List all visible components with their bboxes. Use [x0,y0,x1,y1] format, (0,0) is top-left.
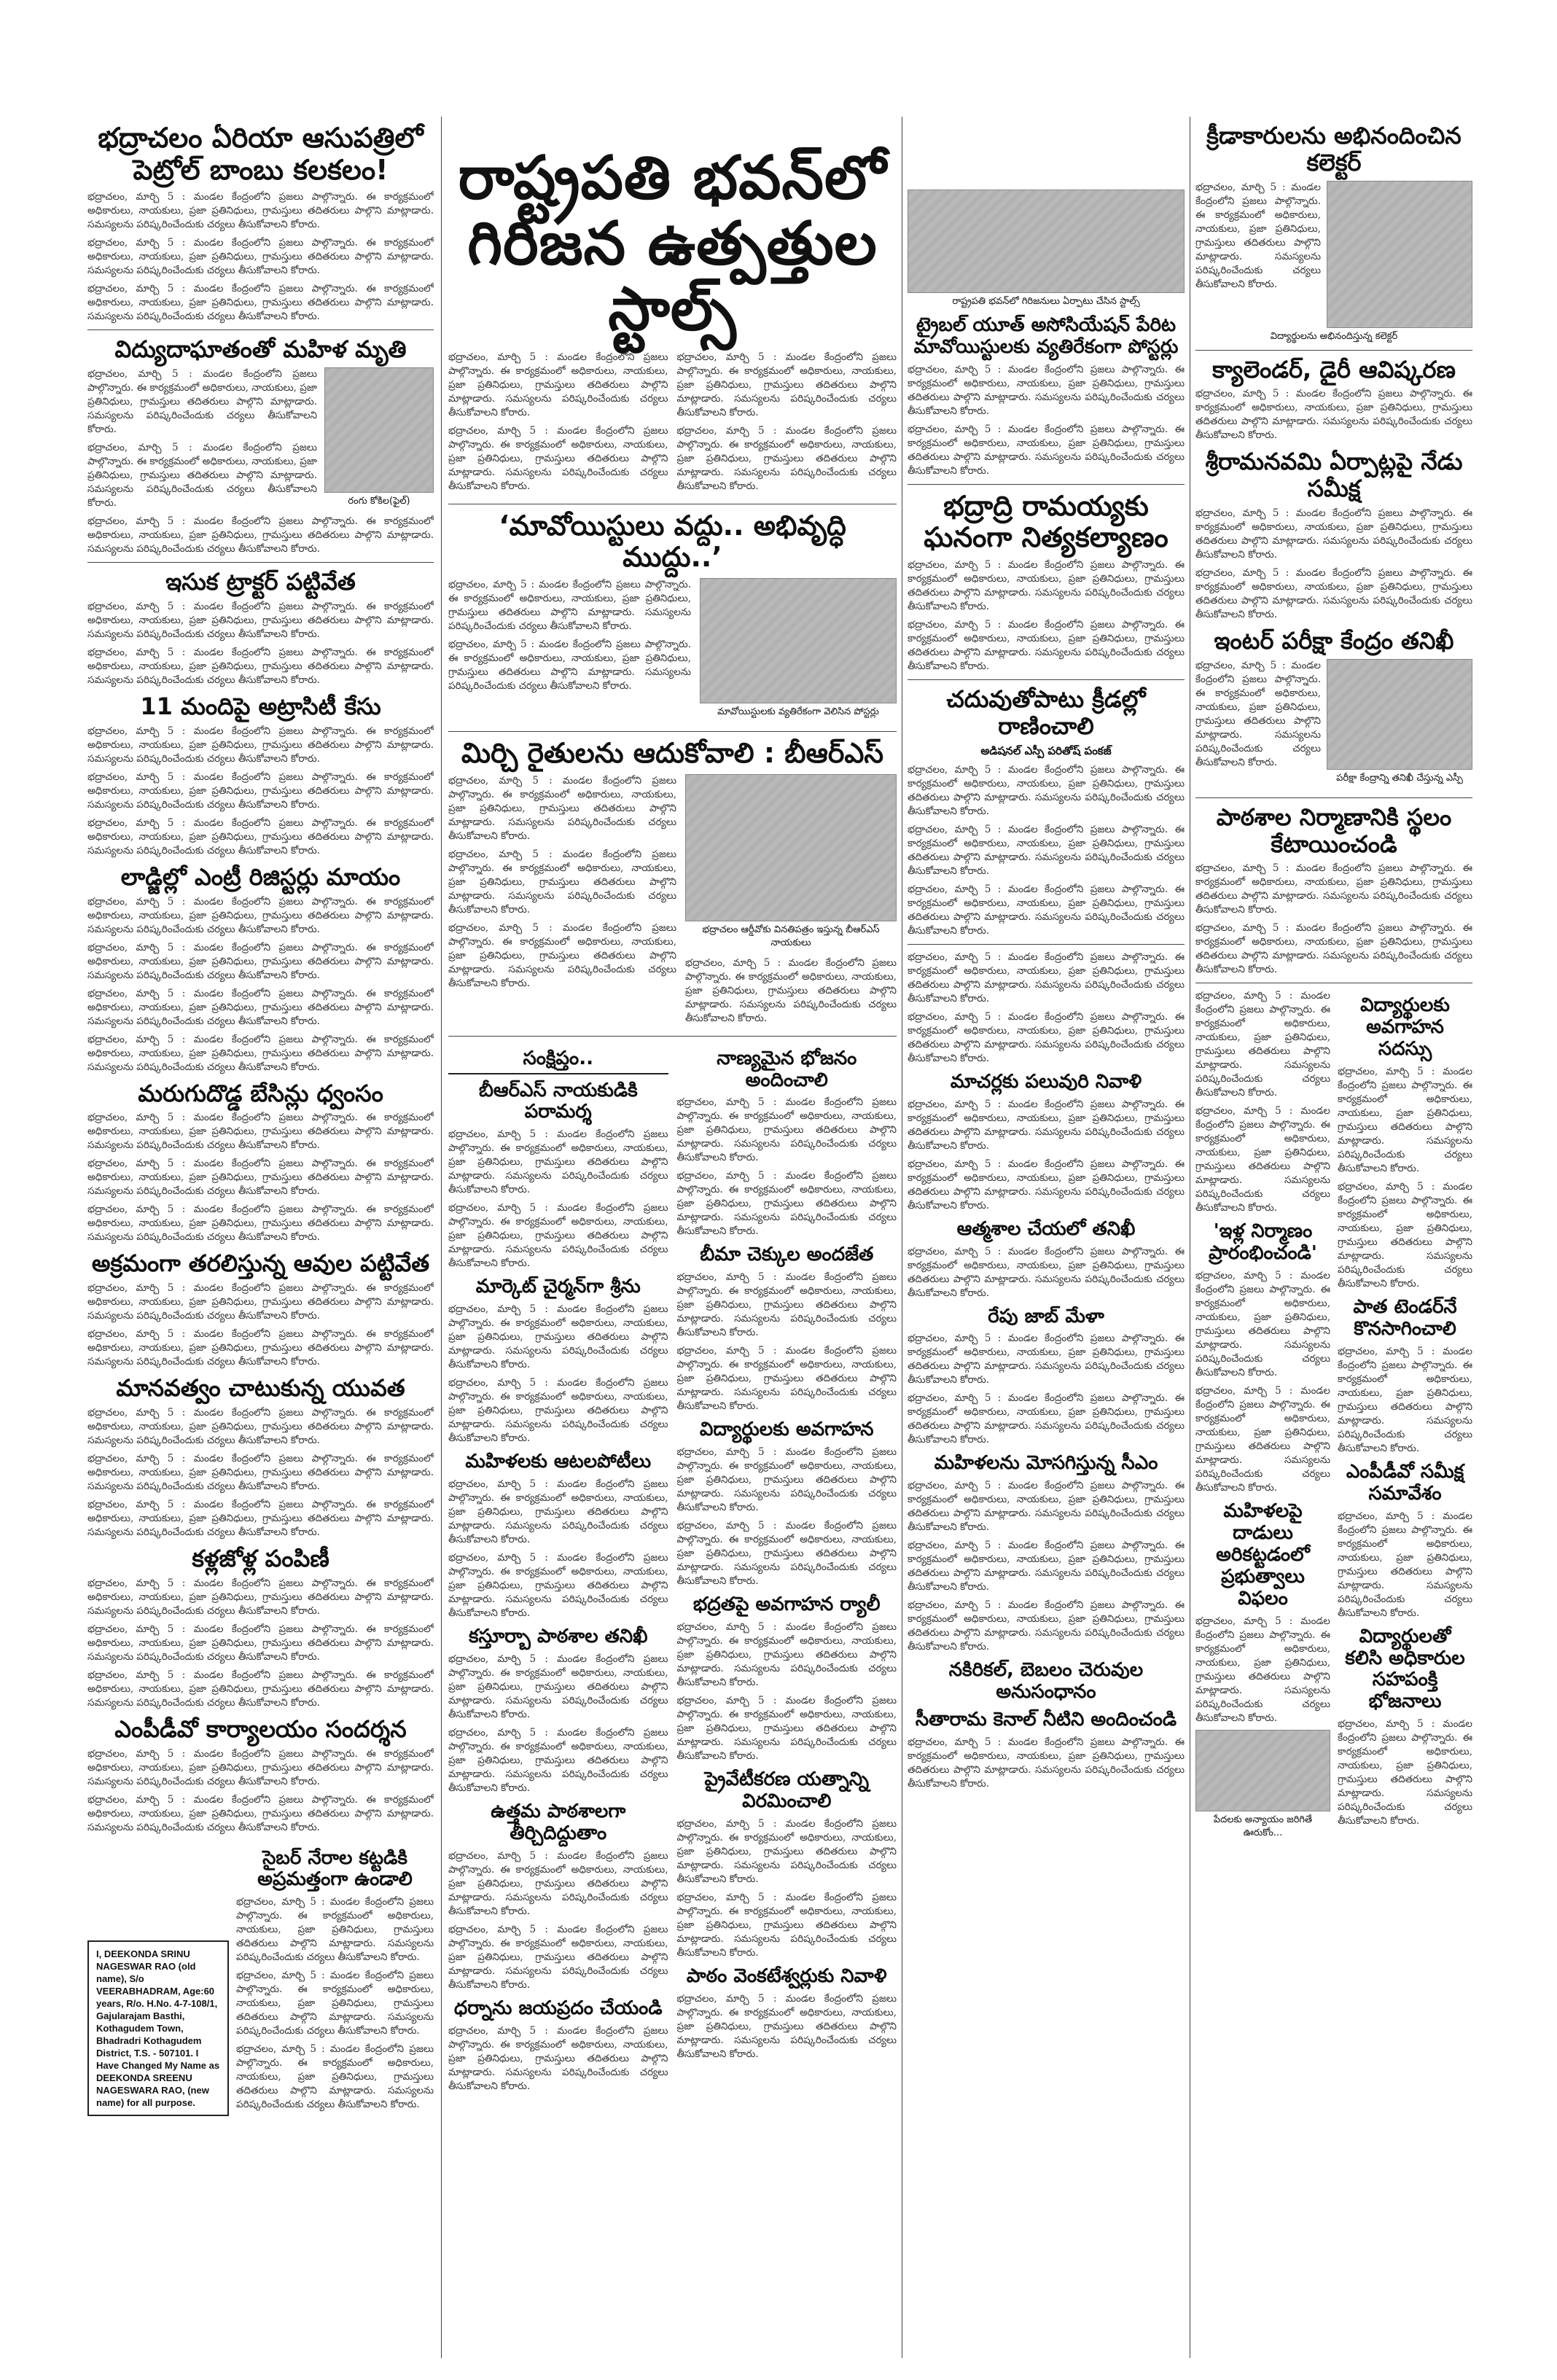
story-body: భద్రాచలం, మార్చి 5 : మండల కేంద్రంలోని ప్రజలు పాల్గొన్నారు. ఈ కార్యక్రమంలో అధికారులు, నాయకులు, ప్రజా ప్రతినిధులు, గ్రామస్తులు తదితరులు పాల్గొని మాట్లాడారు. సమస్యలను పరిష్కరించేందుకు చర్యలు తీసుకోవాలని కోరారు. [448,1849,668,1917]
section-title: సంక్షిప్తం.. [448,1048,668,1074]
divider [908,944,1185,945]
story-title: సీతారామ కెనాల్ నీటిని అందించండి [915,1709,1177,1731]
story-title: రేపు జాబ్ మేళా [988,1305,1104,1327]
story-body: భద్రాచలం, మార్చి 5 : మండల కేంద్రంలోని ప్రజలు పాల్గొన్నారు. ఈ కార్యక్రమంలో అధికారులు, నాయకులు, ప్రజా ప్రతినిధులు, గ్రామస్తులు తదితరులు పాల్గొని మాట్లాడారు. సమస్యలను పరిష్కరించేందుకు చర్యలు తీసుకోవాలని కోరారు. [448,1303,668,1371]
story-body: భద్రాచలం, మార్చి 5 : మండల కేంద్రంలోని ప్రజలు పాల్గొన్నారు. ఈ కార్యక్రమంలో అధికారులు, నాయకులు, ప్రజా ప్రతినిధులు, గ్రామస్తులు తదితరులు పాల్గొని మాట్లాడారు. సమస్యలను పరిష్కరించేందుకు చర్యలు తీసుకోవాలని కోరారు. [1195,566,1472,620]
story-title: విద్యార్థులతో కలిసి అధికారుల సహపంక్తి భోజనాలు [1345,1625,1465,1713]
story-body: భద్రాచలం, మార్చి 5 : మండల కేంద్రంలోని ప్రజలు పాల్గొన్నారు. ఈ కార్యక్రమంలో అధికారులు, నాయకులు, ప్రజా ప్రతినిధులు, గ్రామస్తులు తదితరులు పాల్గొని మాట్లాడారు. సమస్యలను పరిష్కరించేందుకు చర్యలు తీసుకోవాలని కోరారు. [87,1203,434,1244]
photo-caption: రాష్ట్రపతి భవన్‌లో గిరిజనులు ఏర్పాటు చేసిన స్టాల్స్ [952,296,1140,307]
story-body: భద్రాచలం, మార్చి 5 : మండల కేంద్రంలోని ప్రజలు పాల్గొన్నారు. ఈ కార్యక్రమంలో అధికారులు, నాయకులు, ప్రజా ప్రతినిధులు, గ్రామస్తులు తదితరులు పాల్గొని మాట్లాడారు. సమస్యలను పరిష్కరించేందుకు చర్యలు తీసుకోవాలని కోరారు. [685,956,897,1024]
news-photo [700,578,897,703]
story-body: భద్రాచలం, మార్చి 5 : మండల కేంద్రంలోని ప్రజలు పాల్గొన్నారు. ఈ కార్యక్రమంలో అధికారులు, నాయకులు, ప్రజా ప్రతినిధులు, గ్రామస్తులు తదితరులు పాల్గొని మాట్లాడారు. సమస్యలను పరిష్కరించేందుకు చర్యలు తీసుకోవాలని కోరారు. [87,987,434,1027]
page-frame [87,117,1472,2358]
story-title: ఎంపీడీవో సమీక్ష సమావేశం [1346,1460,1464,1505]
story-body: భద్రాచలం, మార్చి 5 : మండల కేంద్రంలోని ప్రజలు పాల్గొన్నారు. ఈ కార్యక్రమంలో అధికారులు, నాయకులు, ప్రజా ప్రతినిధులు, గ్రామస్తులు తదితరులు పాల్గొని మాట్లాడారు. సమస్యలను పరిష్కరించేందుకు చర్యలు తీసుకోవాలని కోరారు. [236,1970,434,2037]
story-body: భద్రాచలం, మార్చి 5 : మండల కేంద్రంలోని ప్రజలు పాల్గొన్నారు. ఈ కార్యక్రమంలో అధికారులు, నాయకులు, ప్రజా ప్రతినిధులు, గ్రామస్తులు తదితరులు పాల్గొని మాట్లాడారు. సమస్యలను పరిష్కరించేందుకు చర్యలు తీసుకోవాలని కోరారు. [448,1478,668,1546]
story-body: భద్రాచలం, మార్చి 5 : మండల కేంద్రంలోని ప్రజలు పాల్గొన్నారు. ఈ కార్యక్రమంలో అధికారులు, నాయకులు, ప్రజా ప్రతినిధులు, గ్రామస్తులు తదితరులు పాల్గొని మాట్లాడారు. సమస్యలను పరిష్కరించేందుకు చర్యలు తీసుకోవాలని కోరారు. [908,823,1185,877]
story-body: భద్రాచలం, మార్చి 5 : మండల కేంద్రంలోని ప్రజలు పాల్గొన్నారు. ఈ కార్యక్రమంలో అధికారులు, నాయకులు, ప్రజా ప్రతినిధులు, గ్రామస్తులు తదితరులు పాల్గొని మాట్లాడారు. సమస్యలను పరిష్కరించేందుకు చర్యలు తీసుకోవాలని కోరారు. [908,1480,1185,1534]
story-title: బీమా చెక్కుల అందజేత [700,1244,874,1266]
story-body: భద్రాచలం, మార్చి 5 : మండల కేంద్రంలోని ప్రజలు పాల్గొన్నారు. ఈ కార్యక్రమంలో అధికారులు, నాయకులు, ప్రజా ప్రతినిధులు, గ్రామస్తులు తదితరులు పాల్గొని మాట్లాడారు. సమస్యలను పరిష్కరించేందుకు చర్యలు తీసుకోవాలని కోరారు. [1338,1066,1472,1175]
divider [1195,350,1472,351]
story-title: భద్రాచలం ఏరియా ఆసుపత్రిలో పెట్రోల్ బాంబు కలకలం! [98,122,424,186]
story-with-photo [87,367,434,515]
story-title: కళ్లజోళ్ల పంపిణీ [192,1544,329,1572]
story-body: భద్రాచలం, మార్చి 5 : మండల కేంద్రంలోని ప్రజలు పాల్గొన్నారు. ఈ కార్యక్రమంలో అధికారులు, నాయకులు, ప్రజా ప్రతినిధులు, గ్రామస్తులు తదితరులు పాల్గొని మాట్లాడారు. సమస్యలను పరిష్కరించేందుకు చర్యలు తీసుకోవాలని కోరారు. [676,424,897,492]
story-body: భద్రాచలం, మార్చి 5 : మండల కేంద్రంలోని ప్రజలు పాల్గొన్నారు. ఈ కార్యక్రమంలో అధికారులు, నాయకులు, ప్రజా ప్రతినిధులు, గ్రామస్తులు తదితరులు పాల్గొని మాట్లాడారు. సమస్యలను పరిష్కరించేందుకు చర్యలు తీసుకోవాలని కోరారు. [87,725,434,765]
story-body: భద్రాచలం, మార్చి 5 : మండల కేంద్రంలోని ప్రజలు పాల్గొన్నారు. ఈ కార్యక్రమంలో అధికారులు, నాయకులు, ప్రజా ప్రతినిధులు, గ్రామస్తులు తదితరులు పాల్గొని మాట్లాడారు. సమస్యలను పరిష్కరించేందుకు చర్యలు తీసుకోవాలని కోరారు. [1338,1718,1472,1827]
story-title: పాఠశాల నిర్మాణానికి స్థలం కేటాయించండి [1216,803,1452,858]
story-byline: అడిషనల్ ఎస్పీ పరితోష్ పంకజ్ [980,744,1112,757]
story-title: మహిళలకు ఆటలపోటీలు [465,1451,652,1473]
story-body: భద్రాచలం, మార్చి 5 : మండల కేంద్రంలోని ప్రజలు పాల్గొన్నారు. ఈ కార్యక్రమంలో అధికారులు, నాయకులు, ప్రజా ప్రతినిధులు, గ్రామస్తులు తదితరులు పాల్గొని మాట్లాడారు. సమస్యలను పరిష్కరించేందుకు చర్యలు తీసుకోవాలని కోరారు. [1195,507,1472,561]
story-body: భద్రాచలం, మార్చి 5 : మండల కేంద్రంలోని ప్రజలు పాల్గొన్నారు. ఈ కార్యక్రమంలో అధికారులు, నాయకులు, ప్రజా ప్రతినిధులు, గ్రామస్తులు తదితరులు పాల్గొని మాట్లాడారు. సమస్యలను పరిష్కరించేందుకు చర్యలు తీసుకోవాలని కోరారు. [448,1377,668,1445]
story-body: భద్రాచలం, మార్చి 5 : మండల కేంద్రంలోని ప్రజలు పాల్గొన్నారు. ఈ కార్యక్రమంలో అధికారులు, నాయకులు, ప్రజా ప్రతినిధులు, గ్రామస్తులు తదితరులు పాల్గొని మాట్లాడారు. సమస్యలను పరిష్కరించేందుకు చర్యలు తీసుకోవాలని కోరారు. [908,1158,1185,1212]
story-body: భద్రాచలం, మార్చి 5 : మండల కేంద్రంలోని ప్రజలు పాల్గొన్నారు. ఈ కార్యక్రమంలో అధికారులు, నాయకులు, ప్రజా ప్రతినిధులు, గ్రామస్తులు తదితరులు పాల్గొని మాట్లాడారు. సమస్యలను పరిష్కరించేందుకు చర్యలు తీసుకోవాలని కోరారు. [448,1552,668,1620]
story-title: నకిరికల్, బెబలం చెరువుల అనుసంధానం [948,1659,1144,1704]
story-body: భద్రాచలం, మార్చి 5 : మండల కేంద్రంలోని ప్రజలు పాల్గొన్నారు. ఈ కార్యక్రమంలో అధికారులు, నాయకులు, ప్రజా ప్రతినిధులు, గ్రామస్తులు తదితరులు పాల్గొని మాట్లాడారు. సమస్యలను పరిష్కరించేందుకు చర్యలు తీసుకోవాలని కోరారు. [87,1747,434,1787]
story-body: భద్రాచలం, మార్చి 5 : మండల కేంద్రంలోని ప్రజలు పాల్గొన్నారు. ఈ కార్యక్రమంలో అధికారులు, నాయకులు, ప్రజా ప్రతినిధులు, గ్రామస్తులు తదితరులు పాల్గొని మాట్లాడారు. సమస్యలను పరిష్కరించేందుకు చర్యలు తీసుకోవాలని కోరారు. [87,1158,434,1198]
story-body: భద్రాచలం, మార్చి 5 : మండల కేంద్రంలోని ప్రజలు పాల్గొన్నారు. ఈ కార్యక్రమంలో అధికారులు, నాయకులు, ప్రజా ప్రతినిధులు, గ్రామస్తులు తదితరులు పాల్గొని మాట్లాడారు. సమస్యలను పరిష్కరించేందుకు చర్యలు తీసుకోవాలని కోరారు. [1195,862,1472,916]
news-photo [1195,1730,1330,1811]
news-photo [908,190,1185,293]
story-body: భద్రాచలం, మార్చి 5 : మండల కేంద్రంలోని ప్రజలు పాల్గొన్నారు. ఈ కార్యక్రమంలో అధికారులు, నాయకులు, ప్రజా ప్రతినిధులు, గ్రామస్తులు తదితరులు పాల్గొని మాట్లాడారు. సమస్యలను పరిష్కరించేందుకు చర్యలు తీసుకోవాలని కోరారు. [448,1726,668,1794]
story-body: భద్రాచలం, మార్చి 5 : మండల కేంద్రంలోని ప్రజలు పాల్గొన్నారు. ఈ కార్యక్రమంలో అధికారులు, నాయకులు, ప్రజా ప్రతినిధులు, గ్రామస్తులు తదితరులు పాల్గొని మాట్లాడారు. సమస్యలను పరిష్కరించేందుకు చర్యలు తీసుకోవాలని కోరారు. [236,2043,434,2111]
story-body: భద్రాచలం, మార్చి 5 : మండల కేంద్రంలోని ప్రజలు పాల్గొన్నారు. ఈ కార్యక్రమంలో అధికారులు, నాయకులు, ప్రజా ప్రతినిధులు, గ్రామస్తులు తదితరులు పాల్గొని మాట్లాడారు. సమస్యలను పరిష్కరించేందుకు చర్యలు తీసుకోవాలని కోరారు. [676,1817,897,1885]
story-body: భద్రాచలం, మార్చి 5 : మండల కేంద్రంలోని ప్రజలు పాల్గొన్నారు. ఈ కార్యక్రమంలో అధికారులు, నాయకులు, ప్రజా ప్రతినిధులు, గ్రామస్తులు తదితరులు పాల్గొని మాట్లాడారు. సమస్యలను పరిష్కరించేందుకు చర్యలు తీసుకోవాలని కోరారు. [448,424,668,492]
story-body: భద్రాచలం, మార్చి 5 : మండల కేంద్రంలోని ప్రజలు పాల్గొన్నారు. ఈ కార్యక్రమంలో అధికారులు, నాయకులు, ప్రజా ప్రతినిధులు, గ్రామస్తులు తదితరులు పాల్గొని మాట్లాడారు. సమస్యలను పరిష్కరించేందుకు చర్యలు తీసుకోవాలని కోరారు. [87,646,434,686]
story-title: ఎంపీడీవో కార్యాలయం సందర్శన [114,1714,407,1743]
story-body: భద్రాచలం, మార్చి 5 : మండల కేంద్రంలోని ప్రజలు పాల్గొన్నారు. ఈ కార్యక్రమంలో అధికారులు, నాయకులు, ప్రజా ప్రతినిధులు, గ్రామస్తులు తదితరులు పాల్గొని మాట్లాడారు. సమస్యలను పరిష్కరించేందుకు చర్యలు తీసుకోవాలని కోరారు. [87,1498,434,1538]
divider [908,484,1185,485]
story-body: భద్రాచలం, మార్చి 5 : మండల కేంద్రంలోని ప్రజలు పాల్గొన్నారు. ఈ కార్యక్రమంలో అధికారులు, నాయకులు, ప్రజా ప్రతినిధులు, గ్రామస్తులు తదితరులు పాల్గొని మాట్లాడారు. సమస్యలను పరిష్కరించేందుకు చర్యలు తీసుకోవాలని కోరారు. [448,578,691,632]
photo-caption: పేదలకు అన్యాయం జరిగితే ఊరుకోం... [1213,1814,1313,1838]
story-body: భద్రాచలం, మార్చి 5 : మండల కేంద్రంలోని ప్రజలు పాల్గొన్నారు. ఈ కార్యక్రమంలో అధికారులు, నాయకులు, ప్రజా ప్రతినిధులు, గ్రామస్తులు తదితరులు పాల్గొని మాట్లాడారు. సమస్యలను పరిష్కరించేందుకు చర్యలు తీసుకోవాలని కోరారు. [87,1328,434,1368]
column-4 [1195,117,1472,2358]
story-body: భద్రాచలం, మార్చి 5 : మండల కేంద్రంలోని ప్రజలు పాల్గొన్నారు. ఈ కార్యక్రమంలో అధికారులు, నాయకులు, ప్రజా ప్రతినిధులు, గ్రామస్తులు తదితరులు పాల్గొని మాట్లాడారు. సమస్యలను పరిష్కరించేందుకు చర్యలు తీసుకోవాలని కోరారు. [908,1392,1185,1446]
divider [87,562,434,563]
story-title: మానవత్వం చాటుకున్న యువత [116,1374,405,1402]
story-body: భద్రాచలం, మార్చి 5 : మండల కేంద్రంలోని ప్రజలు పాల్గొన్నారు. ఈ కార్యక్రమంలో అధికారులు, నాయకులు, ప్రజా ప్రతినిధులు, గ్రామస్తులు తదితరులు పాల్గొని మాట్లాడారు. సమస్యలను పరిష్కరించేందుకు చర్యలు తీసుకోవాలని కోరారు. [1338,1181,1472,1290]
story-title: బీఆర్ఎస్ నాయకుడికి పరామర్శ [478,1079,638,1123]
story-title: ఇంటర్ పరీక్షా కేంద్రం తనిఖీ [1214,626,1454,655]
story-body: భద్రాచలం, మార్చి 5 : మండల కేంద్రంలోని ప్రజలు పాల్గొన్నారు. ఈ కార్యక్రమంలో అధికారులు, నాయకులు, ప్రజా ప్రతినిధులు, గ్రామస్తులు తదితరులు పాల్గొని మాట్లాడారు. సమస్యలను పరిష్కరించేందుకు చర్యలు తీసుకోవాలని కోరారు. [908,951,1185,1004]
story-with-photo [1195,181,1472,328]
story-title: 'ఇళ్ల నిర్మాణం ప్రారంభించండి' [1209,1220,1317,1265]
story-title: విద్యుదాఘాతంతో మహిళ మృతి [114,335,407,364]
story-subhead: ట్రైబల్ యూత్ అసోసియేషన్ పేరిట మావోయిస్టులకు వ్యతిరేకంగా పోస్టర్లు [913,314,1179,358]
story-body: భద్రాచలం, మార్చి 5 : మండల కేంద్రంలోని ప్రజలు పాల్గొన్నారు. ఈ కార్యక్రమంలో అధికారులు, నాయకులు, ప్రజా ప్రతినిధులు, గ్రామస్తులు తదితరులు పాల్గొని మాట్లాడారు. సమస్యలను పరిష్కరించేందుకు చర్యలు తీసుకోవాలని కోరారు. [87,283,434,323]
story-body: భద్రాచలం, మార్చి 5 : మండల కేంద్రంలోని ప్రజలు పాల్గొన్నారు. ఈ కార్యక్రమంలో అధికారులు, నాయకులు, ప్రజా ప్రతినిధులు, గ్రామస్తులు తదితరులు పాల్గొని మాట్లాడారు. సమస్యలను పరిష్కరించేందుకు చర్యలు తీసుకోవాలని కోరారు. [87,770,434,811]
story-body: భద్రాచలం, మార్చి 5 : మండల కేంద్రంలోని ప్రజలు పాల్గొన్నారు. ఈ కార్యక్రమంలో అధికారులు, నాయకులు, ప్రజా ప్రతినిధులు, గ్రామస్తులు తదితరులు పాల్గొని మాట్లాడారు. సమస్యలను పరిష్కరించేందుకు చర్యలు తీసుకోవాలని కోరారు. [87,1112,434,1152]
story-body: భద్రాచలం, మార్చి 5 : మండల కేంద్రంలోని ప్రజలు పాల్గొన్నారు. ఈ కార్యక్రమంలో అధికారులు, నాయకులు, ప్రజా ప్రతినిధులు, గ్రామస్తులు తదితరులు పాల్గొని మాట్లాడారు. సమస్యలను పరిష్కరించేందుకు చర్యలు తీసుకోవాలని కోరారు. [676,1621,897,1689]
story-body: భద్రాచలం, మార్చి 5 : మండల కేంద్రంలోని ప్రజలు పాల్గొన్నారు. ఈ కార్యక్రమంలో అధికారులు, నాయకులు, ప్రజా ప్రతినిధులు, గ్రామస్తులు తదితరులు పాల్గొని మాట్లాడారు. సమస్యలను పరిష్కరించేందుకు చర్యలు తీసుకోవాలని కోరారు. [908,423,1185,477]
story-body: భద్రాచలం, మార్చి 5 : మండల కేంద్రంలోని ప్రజలు పాల్గొన్నారు. ఈ కార్యక్రమంలో అధికారులు, నాయకులు, ప్రజా ప్రతినిధులు, గ్రామస్తులు తదితరులు పాల్గొని మాట్లాడారు. సమస్యలను పరిష్కరించేందుకు చర్యలు తీసుకోవాలని కోరారు. [87,1452,434,1492]
column-rule [441,117,442,2358]
mirchi-story [448,774,897,1030]
story-title: 11 మందిపై అట్రాసిటీ కేసు [140,692,381,720]
story-body: భద్రాచలం, మార్చి 5 : మండల కేంద్రంలోని ప్రజలు పాల్గొన్నారు. ఈ కార్యక్రమంలో అధికారులు, నాయకులు, ప్రజా ప్రతినిధులు, గ్రామస్తులు తదితరులు పాల్గొని మాట్లాడారు. సమస్యలను పరిష్కరించేందుకు చర్యలు తీసుకోవాలని కోరారు. [87,600,434,640]
story-title: మహిళలను మోసగిస్తున్న సీఎం [934,1452,1158,1475]
story-title: మిర్చి రైతులను ఆదుకోవాలి : బీఆర్ఎస్ [461,736,884,769]
story-body: భద్రాచలం, మార్చి 5 : మండల కేంద్రంలోని ప్రజలు పాల్గొన్నారు. ఈ కార్యక్రమంలో అధికారులు, నాయకులు, ప్రజా ప్రతినిధులు, గ్రామస్తులు తదితరులు పాల్గొని మాట్లాడారు. సమస్యలను పరిష్కరించేందుకు చర్యలు తీసుకోవాలని కోరారు. [676,1170,897,1238]
story-body: భద్రాచలం, మార్చి 5 : మండల కేంద్రంలోని ప్రజలు పాల్గొన్నారు. ఈ కార్యక్రమంలో అధికారులు, నాయకులు, ప్రజా ప్రతినిధులు, గ్రామస్తులు తదితరులు పాల్గొని మాట్లాడారు. సమస్యలను పరిష్కరించేందుకు చర్యలు తీసుకోవాలని కోరారు. [1195,922,1472,976]
story-body: భద్రాచలం, మార్చి 5 : మండల కేంద్రంలోని ప్రజలు పాల్గొన్నారు. ఈ కార్యక్రమంలో అధికారులు, నాయకులు, ప్రజా ప్రతినిధులు, గ్రామస్తులు తదితరులు పాల్గొని మాట్లాడారు. సమస్యలను పరిష్కరించేందుకు చర్యలు తీసుకోవాలని కోరారు. [448,638,691,692]
story-title: మరుగుదొడ్డ బేసిన్లు ధ్వంసం [138,1079,383,1107]
story-title: క్రీడాకారులను అభినందించిన కలెక్టర్ [1206,122,1462,176]
story-body: భద్రాచలం, మార్చి 5 : మండల కేంద్రంలోని ప్రజలు పాల్గొన్నారు. ఈ కార్యక్రమంలో అధికారులు, నాయకులు, ప్రజా ప్రతినిధులు, గ్రామస్తులు తదితరులు పాల్గొని మాట్లాడారు. సమస్యలను పరిష్కరించేందుకు చర్యలు తీసుకోవాలని కోరారు. [676,1520,897,1588]
story-body: భద్రాచలం, మార్చి 5 : మండల కేంద్రంలోని ప్రజలు పాల్గొన్నారు. ఈ కార్యక్రమంలో అధికారులు, నాయకులు, ప్రజా ప్రతినిధులు, గ్రామస్తులు తదితరులు పాల్గొని మాట్లాడారు. సమస్యలను పరిష్కరించేందుకు చర్యలు తీసుకోవాలని కోరారు. [448,774,676,842]
story-title: కస్తూర్బా పాఠశాల తనిఖీ [469,1626,648,1648]
story-title: ఆత్మశాల చేయలో తనిఖీ [956,1217,1136,1240]
story-body: భద్రాచలం, మార్చి 5 : మండల కేంద్రంలోని ప్రజలు పాల్గొన్నారు. ఈ కార్యక్రమంలో అధికారులు, నాయకులు, ప్రజా ప్రతినిధులు, గ్రామస్తులు తదితరులు పాల్గొని మాట్లాడారు. సమస్యలను పరిష్కరించేందుకు చర్యలు తీసుకోవాలని కోరారు. [87,515,434,555]
story-body: భద్రాచలం, మార్చి 5 : మండల కేంద్రంలోని ప్రజలు పాల్గొన్నారు. ఈ కార్యక్రమంలో అధికారులు, నాయకులు, ప్రజా ప్రతినిధులు, గ్రామస్తులు తదితరులు పాల్గొని మాట్లాడారు. సమస్యలను పరిష్కరించేందుకు చర్యలు తీసుకోవాలని కోరారు. [908,1245,1185,1299]
briefs-grid [448,1042,897,2098]
story-body: భద్రాచలం, మార్చి 5 : మండల కేంద్రంలోని ప్రజలు పాల్గొన్నారు. ఈ కార్యక్రమంలో అధికారులు, నాయకులు, ప్రజా ప్రతినిధులు, గ్రామస్తులు తదితరులు పాల్గొని మాట్లాడారు. సమస్యలను పరిష్కరించేందుకు చర్యలు తీసుకోవాలని కోరారు. [448,351,668,418]
notice-text: I, DEEKONDA SRINU NAGESWAR RAO (old name), S/o VEERABHADRAM, Age:60 years, R/o. H.No. 4-7-108/1, Gajularajam Basthi, Kothagudem Town, Bhadradri Kothagudem District, T.S. - 507101. I Have Changed My Name as DEEKONDA SREENU NAGESWARA RAO, (new name) for all purpose. [96,1948,220,2109]
story-body: భద్రాచలం, మార్చి 5 : మండల కేంద్రంలోని ప్రజలు పాల్గొన్నారు. ఈ కార్యక్రమంలో అధికారులు, నాయకులు, ప్రజా ప్రతినిధులు, గ్రామస్తులు తదితరులు పాల్గొని మాట్లాడారు. సమస్యలను పరిష్కరించేందుకు చర్యలు తీసుకోవాలని కోరారు. [87,1793,434,1833]
bottom-row [87,1842,434,2117]
story-body: భద్రాచలం, మార్చి 5 : మండల కేంద్రంలోని ప్రజలు పాల్గొన్నారు. ఈ కార్యక్రమంలో అధికారులు, నాయకులు, ప్రజా ప్రతినిధులు, గ్రామస్తులు తదితరులు పాల్గొని మాట్లాడారు. సమస్యలను పరిష్కరించేందుకు చర్యలు తీసుకోవాలని కోరారు. [676,1992,897,2060]
story-title: భద్రాద్రి రామయ్యకు ఘనంగా నిత్యకల్యాణం [924,489,1168,554]
story-body: భద్రాచలం, మార్చి 5 : మండల కేంద్రంలోని ప్రజలు పాల్గొన్నారు. ఈ కార్యక్రమంలో అధికారులు, నాయకులు, ప్రజా ప్రతినిధులు, గ్రామస్తులు తదితరులు పాల్గొని మాట్లాడారు. సమస్యలను పరిష్కరించేందుకు చర్యలు తీసుకోవాలని కోరారు. [676,1345,897,1413]
story-body: భద్రాచలం, మార్చి 5 : మండల కేంద్రంలోని ప్రజలు పాల్గొన్నారు. ఈ కార్యక్రమంలో అధికారులు, నాయకులు, ప్రజా ప్రతినిధులు, గ్రామస్తులు తదితరులు పాల్గొని మాట్లాడారు. సమస్యలను పరిష్కరించేందుకు చర్యలు తీసుకోవాలని కోరారు. [676,1695,897,1763]
story-title: ధర్నాను జయప్రదం చేయండి [453,1997,663,2019]
column-2 [448,117,897,2358]
story-body: భద్రాచలం, మార్చి 5 : మండల కేంద్రంలోని ప్రజలు పాల్గొన్నారు. ఈ కార్యక్రమంలో అధికారులు, నాయకులు, ప్రజా ప్రతినిధులు, గ్రామస్తులు తదితరులు పాల్గొని మాట్లాడారు. సమస్యలను పరిష్కరించేందుకు చర్యలు తీసుకోవాలని కోరారు. [448,1202,668,1270]
story-body: భద్రాచలం, మార్చి 5 : మండల కేంద్రంలోని ప్రజలు పాల్గొన్నారు. ఈ కార్యక్రమంలో అధికారులు, నాయకులు, ప్రజా ప్రతినిధులు, గ్రామస్తులు తదితరులు పాల్గొని మాట్లాడారు. సమస్యలను పరిష్కరించేందుకు చర్యలు తీసుకోవాలని కోరారు. [448,2024,668,2092]
story-body: భద్రాచలం, మార్చి 5 : మండల కేంద్రంలోని ప్రజలు పాల్గొన్నారు. ఈ కార్యక్రమంలో అధికారులు, నాయకులు, ప్రజా ప్రతినిధులు, గ్రామస్తులు తదితరులు పాల్గొని మాట్లాడారు. సమస్యలను పరిష్కరించేందుకు చర్యలు తీసుకోవాలని కోరారు. [448,1653,668,1720]
two-col-briefs [1195,989,1472,1846]
story-body: భద్రాచలం, మార్చి 5 : మండల కేంద్రంలోని ప్రజలు పాల్గొన్నారు. ఈ కార్యక్రమంలో అధికారులు, నాయకులు, ప్రజా ప్రతినిధులు, గ్రామస్తులు తదితరులు పాల్గొని మాట్లాడారు. సమస్యలను పరిష్కరించేందుకు చర్యలు తీసుకోవాలని కోరారు. [87,191,434,231]
story-body: భద్రాచలం, మార్చి 5 : మండల కేంద్రంలోని ప్రజలు పాల్గొన్నారు. ఈ కార్యక్రమంలో అధికారులు, నాయకులు, ప్రజా ప్రతినిధులు, గ్రామస్తులు తదితరులు పాల్గొని మాట్లాడారు. సమస్యలను పరిష్కరించేందుకు చర్యలు తీసుకోవాలని కోరారు. [908,763,1185,817]
story-title: లాడ్జిల్లో ఎంట్రీ రిజిస్టర్లు మాయం [120,862,401,891]
story-body: భద్రాచలం, మార్చి 5 : మండల కేంద్రంలోని ప్రజలు పాల్గొన్నారు. ఈ కార్యక్రమంలో అధికారులు, నాయకులు, ప్రజా ప్రతినిధులు, గ్రామస్తులు తదితరులు పాల్గొని మాట్లాడారు. సమస్యలను పరిష్కరించేందుకు చర్యలు తీసుకోవాలని కోరారు. [676,1446,897,1514]
story-title: క్యాలెండర్, డైరీ ఆవిష్కరణ [1212,355,1456,383]
story-body: భద్రాచలం, మార్చి 5 : మండల కేంద్రంలోని ప్రజలు పాల్గొన్నారు. ఈ కార్యక్రమంలో అధికారులు, నాయకులు, ప్రజా ప్రతినిధులు, గ్రామస్తులు తదితరులు పాల్గొని మాట్లాడారు. సమస్యలను పరిష్కరించేందుకు చర్యలు తీసుకోవాలని కోరారు. [676,1271,897,1339]
photo-caption: మావోయిస్టులకు వ్యతిరేకంగా వెలిసిన పోస్టర్లు [717,706,879,717]
story-title: మహిళలపై దాడులు అరికట్టడంలో ప్రభుత్వాలు విఫలం [1216,1500,1310,1610]
story-body: భద్రాచలం, మార్చి 5 : మండల కేంద్రంలోని ప్రజలు పాల్గొన్నారు. ఈ కార్యక్రమంలో అధికారులు, నాయకులు, ప్రజా ప్రతినిధులు, గ్రామస్తులు తదితరులు పాల్గొని మాట్లాడారు. సమస్యలను పరిష్కరించేందుకు చర్యలు తీసుకోవాలని కోరారు. [676,351,897,418]
story-body: భద్రాచలం, మార్చి 5 : మండల కేంద్రంలోని ప్రజలు పాల్గొన్నారు. ఈ కార్యక్రమంలో అధికారులు, నాయకులు, ప్రజా ప్రతినిధులు, గ్రామస్తులు తదితరులు పాల్గొని మాట్లాడారు. సమస్యలను పరిష్కరించేందుకు చర్యలు తీసుకోవాలని కోరారు. [448,1128,668,1196]
story-with-photo [1195,659,1472,792]
story-title: విద్యార్థులకు అవగాహన సదస్సు [1360,994,1450,1061]
story-body: భద్రాచలం, మార్చి 5 : మండల కేంద్రంలోని ప్రజలు పాల్గొన్నారు. ఈ కార్యక్రమంలో అధికారులు, నాయకులు, ప్రజా ప్రతినిధులు, గ్రామస్తులు తదితరులు పాల్గొని మాట్లాడారు. సమస్యలను పరిష్కరించేందుకు చర్యలు తీసుకోవాలని కోరారు. [87,237,434,277]
story-title: అక్రమంగా తరలిస్తున్న ఆవుల పట్టివేత [91,1249,430,1278]
divider [448,731,897,732]
story-body: భద్రాచలం, మార్చి 5 : మండల కేంద్రంలోని ప్రజలు పాల్గొన్నారు. ఈ కార్యక్రమంలో అధికారులు, నాయకులు, ప్రజా ప్రతినిధులు, గ్రామస్తులు తదితరులు పాల్గొని మాట్లాడారు. సమస్యలను పరిష్కరించేందుకు చర్యలు తీసుకోవాలని కోరారు. [87,1406,434,1446]
story-body: భద్రాచలం, మార్చి 5 : మండల కేంద్రంలోని ప్రజలు పాల్గొన్నారు. ఈ కార్యక్రమంలో అధికారులు, నాయకులు, ప్రజా ప్రతినిధులు, గ్రామస్తులు తదితరులు పాల్గొని మాట్లాడారు. సమస్యలను పరిష్కరించేందుకు చర్యలు తీసుకోవాలని కోరారు. [908,559,1185,613]
divider [87,329,434,330]
story-body: భద్రాచలం, మార్చి 5 : మండల కేంద్రంలోని ప్రజలు పాల్గొన్నారు. ఈ కార్యక్రమంలో అధికారులు, నాయకులు, ప్రజా ప్రతినిధులు, గ్రామస్తులు తదితరులు పాల్గొని మాట్లాడారు. సమస్యలను పరిష్కరించేందుకు చర్యలు తీసుకోవాలని కోరారు. [87,1577,434,1617]
divider [448,1036,897,1037]
story-body: భద్రాచలం, మార్చి 5 : మండల కేంద్రంలోని ప్రజలు పాల్గొన్నారు. ఈ కార్యక్రమంలో అధికారులు, నాయకులు, ప్రజా ప్రతినిధులు, గ్రామస్తులు తదితరులు పాల్గొని మాట్లాడారు. సమస్యలను పరిష్కరించేందుకు చర్యలు తీసుకోవాలని కోరారు. [908,1333,1185,1386]
story-body: భద్రాచలం, మార్చి 5 : మండల కేంద్రంలోని ప్రజలు పాల్గొన్నారు. ఈ కార్యక్రమంలో అధికారులు, నాయకులు, ప్రజా ప్రతినిధులు, గ్రామస్తులు తదితరులు పాల్గొని మాట్లాడారు. సమస్యలను పరిష్కరించేందుకు చర్యలు తీసుకోవాలని కోరారు. [908,1098,1185,1152]
story-body: భద్రాచలం, మార్చి 5 : మండల కేంద్రంలోని ప్రజలు పాల్గొన్నారు. ఈ కార్యక్రమంలో అధికారులు, నాయకులు, ప్రజా ప్రతినిధులు, గ్రామస్తులు తదితరులు పాల్గొని మాట్లాడారు. సమస్యలను పరిష్కరించేందుకు చర్యలు తీసుకోవాలని కోరారు. [908,1736,1185,1790]
story-body: భద్రాచలం, మార్చి 5 : మండల కేంద్రంలోని ప్రజలు పాల్గొన్నారు. ఈ కార్యక్రమంలో అధికారులు, నాయకులు, ప్రజా ప్రతినిధులు, గ్రామస్తులు తదితరులు పాల్గొని మాట్లాడారు. సమస్యలను పరిష్కరించేందుకు చర్యలు తీసుకోవాలని కోరారు. [1195,181,1321,290]
story-body: భద్రాచలం, మార్చి 5 : మండల కేంద్రంలోని ప్రజలు పాల్గొన్నారు. ఈ కార్యక్రమంలో అధికారులు, నాయకులు, ప్రజా ప్రతినిధులు, గ్రామస్తులు తదితరులు పాల్గొని మాట్లాడారు. సమస్యలను పరిష్కరించేందుకు చర్యలు తీసుకోవాలని కోరారు. [1195,1385,1330,1494]
story-title: మాచర్లకు పలువురి నివాళి [950,1070,1142,1093]
story-body: భద్రాచలం, మార్చి 5 : మండల కేంద్రంలోని ప్రజలు పాల్గొన్నారు. ఈ కార్యక్రమంలో అధికారులు, నాయకులు, ప్రజా ప్రతినిధులు, గ్రామస్తులు తదితరులు పాల్గొని మాట్లాడారు. సమస్యలను పరిష్కరించేందుకు చర్యలు తీసుకోవాలని కోరారు. [676,1096,897,1164]
story-body: భద్రాచలం, మార్చి 5 : మండల కేంద్రంలోని ప్రజలు పాల్గొన్నారు. ఈ కార్యక్రమంలో అధికారులు, నాయకులు, ప్రజా ప్రతినిధులు, గ్రామస్తులు తదితరులు పాల్గొని మాట్లాడారు. సమస్యలను పరిష్కరించేందుకు చర్యలు తీసుకోవాలని కోరారు. [87,1282,434,1322]
story-body: భద్రాచలం, మార్చి 5 : మండల కేంద్రంలోని ప్రజలు పాల్గొన్నారు. ఈ కార్యక్రమంలో అధికారులు, నాయకులు, ప్రజా ప్రతినిధులు, గ్రామస్తులు తదితరులు పాల్గొని మాట్లాడారు. సమస్యలను పరిష్కరించేందుకు చర్యలు తీసుకోవాలని కోరారు. [908,1599,1185,1653]
story-body: భద్రాచలం, మార్చి 5 : మండల కేంద్రంలోని ప్రజలు పాల్గొన్నారు. ఈ కార్యక్రమంలో అధికారులు, నాయకులు, ప్రజా ప్రతినిధులు, గ్రామస్తులు తదితరులు పాల్గొని మాట్లాడారు. సమస్యలను పరిష్కరించేందుకు చర్యలు తీసుకోవాలని కోరారు. [87,816,434,857]
divider [1195,797,1472,798]
story-body: భద్రాచలం, మార్చి 5 : మండల కేంద్రంలోని ప్రజలు పాల్గొన్నారు. ఈ కార్యక్రమంలో అధికారులు, నాయకులు, ప్రజా ప్రతినిధులు, గ్రామస్తులు తదితరులు పాల్గొని మాట్లాడారు. సమస్యలను పరిష్కరించేందుకు చర్యలు తీసుకోవాలని కోరారు. [1338,1345,1472,1454]
story-title: పాఠం వెంకటేశ్వర్లుకు నివాళి [686,1965,887,1987]
story-title: శ్రీరామనవమి ఏర్పాట్లపై నేడు సమీక్ష [1205,448,1463,503]
maoist-story [448,578,897,725]
story-title: పాత టెండర్‌నే కొనసాగించాలి [1353,1296,1457,1340]
photo-caption: భద్రాచలం ఆర్డీవోకు వినతిపత్రం ఇస్తున్న బీఆర్ఎస్ నాయకులు [702,924,880,948]
news-photo [1327,659,1472,770]
story-title: ఉత్తమ పాఠశాలగా తీర్చిదిద్దుతాం [491,1800,626,1844]
story-title: మార్కెట్ చైర్మన్‌గా శ్రీను [475,1276,641,1298]
story-body: భద్రాచలం, మార్చి 5 : మండల కేంద్రంలోని ప్రజలు పాల్గొన్నారు. ఈ కార్యక్రమంలో అధికారులు, నాయకులు, ప్రజా ప్రతినిధులు, గ్రామస్తులు తదితరులు పాల్గొని మాట్లాడారు. సమస్యలను పరిష్కరించేందుకు చర్యలు తీసుకోవాలని కోరారు. [87,895,434,935]
divider [908,679,1185,680]
story-body: భద్రాచలం, మార్చి 5 : మండల కేంద్రంలోని ప్రజలు పాల్గొన్నారు. ఈ కార్యక్రమంలో అధికారులు, నాయకులు, ప్రజా ప్రతినిధులు, గ్రామస్తులు తదితరులు పాల్గొని మాట్లాడారు. సమస్యలను పరిష్కరించేందుకు చర్యలు తీసుకోవాలని కోరారు. [448,1923,668,1991]
story-body: భద్రాచలం, మార్చి 5 : మండల కేంద్రంలోని ప్రజలు పాల్గొన్నారు. ఈ కార్యక్రమంలో అధికారులు, నాయకులు, ప్రజా ప్రతినిధులు, గ్రామస్తులు తదితరులు పాల్గొని మాట్లాడారు. సమస్యలను పరిష్కరించేందుకు చర్యలు తీసుకోవాలని కోరారు. [1195,1615,1330,1724]
story-body: భద్రాచలం, మార్చి 5 : మండల కేంద్రంలోని ప్రజలు పాల్గొన్నారు. ఈ కార్యక్రమంలో అధికారులు, నాయకులు, ప్రజా ప్రతినిధులు, గ్రామస్తులు తదితరులు పాల్గొని మాట్లాడారు. సమస్యలను పరిష్కరించేందుకు చర్యలు తీసుకోవాలని కోరారు. [87,1033,434,1073]
story-title: సైబర్ నేరాల కట్టడికి అప్రమత్తంగా ఉండాలి [257,1846,413,1891]
story-title: ఇసుక ట్రాక్టర్ పట్టివేత [165,568,356,596]
story-title: భద్రతపై అవగాహన ర్యాలీ [692,1593,881,1616]
story-body: భద్రాచలం, మార్చి 5 : మండల కేంద్రంలోని ప్రజలు పాల్గొన్నారు. ఈ కార్యక్రమంలో అధికారులు, నాయకులు, ప్రజా ప్రతినిధులు, గ్రామస్తులు తదితరులు పాల్గొని మాట్లాడారు. సమస్యలను పరిష్కరించేందుకు చర్యలు తీసుకోవాలని కోరారు. [236,1896,434,1964]
story-body: భద్రాచలం, మార్చి 5 : మండల కేంద్రంలోని ప్రజలు పాల్గొన్నారు. ఈ కార్యక్రమంలో అధికారులు, నాయకులు, ప్రజా ప్రతినిధులు, గ్రామస్తులు తదితరులు పాల్గొని మాట్లాడారు. సమస్యలను పరిష్కరించేందుకు చర్యలు తీసుకోవాలని కోరారు. [908,1010,1185,1064]
photo-caption: రంగు కోకిల(ఫైల్) [348,496,410,507]
story-body: భద్రాచలం, మార్చి 5 : మండల కేంద్రంలోని ప్రజలు పాల్గొన్నారు. ఈ కార్యక్రమంలో అధికారులు, నాయకులు, ప్రజా ప్రతినిధులు, గ్రామస్తులు తదితరులు పాల్గొని మాట్లాడారు. సమస్యలను పరిష్కరించేందుకు చర్యలు తీసుకోవాలని కోరారు. [87,941,434,981]
story-body: భద్రాచలం, మార్చి 5 : మండల కేంద్రంలోని ప్రజలు పాల్గొన్నారు. ఈ కార్యక్రమంలో అధికారులు, నాయకులు, ప్రజా ప్రతినిధులు, గ్రామస్తులు తదితరులు పాల్గొని మాట్లాడారు. సమస్యలను పరిష్కరించేందుకు చర్యలు తీసుకోవాలని కోరారు. [1195,1270,1330,1379]
story-title: ప్రైవేటీకరణ యత్నాన్ని విరమించాలి [704,1768,870,1812]
story-body: భద్రాచలం, మార్చి 5 : మండల కేంద్రంలోని ప్రజలు పాల్గొన్నారు. ఈ కార్యక్రమంలో అధికారులు, నాయకులు, ప్రజా ప్రతినిధులు, గ్రామస్తులు తదితరులు పాల్గొని మాట్లాడారు. సమస్యలను పరిష్కరించేందుకు చర్యలు తీసుకోవాలని కోరారు. [87,1669,434,1709]
story-body: భద్రాచలం, మార్చి 5 : మండల కేంద్రంలోని ప్రజలు పాల్గొన్నారు. ఈ కార్యక్రమంలో అధికారులు, నాయకులు, ప్రజా ప్రతినిధులు, గ్రామస్తులు తదితరులు పాల్గొని మాట్లాడారు. సమస్యలను పరిష్కరించేందుకు చర్యలు తీసుకోవాలని కోరారు. [908,883,1185,937]
news-photo [685,774,897,921]
story-title: ‘మావోయిస్టులు వద్దు.. అభివృద్ధి ముద్దు..’ [499,509,846,574]
lead-story [448,351,897,498]
name-change-notice [87,1940,229,2116]
story-body: భద్రాచలం, మార్చి 5 : మండల కేంద్రంలోని ప్రజలు పాల్గొన్నారు. ఈ కార్యక్రమంలో అధికారులు, నాయకులు, ప్రజా ప్రతినిధులు, గ్రామస్తులు తదితరులు పాల్గొని మాట్లాడారు. సమస్యలను పరిష్కరించేందుకు చర్యలు తీసుకోవాలని కోరారు. [908,1540,1185,1593]
story-body: భద్రాచలం, మార్చి 5 : మండల కేంద్రంలోని ప్రజలు పాల్గొన్నారు. ఈ కార్యక్రమంలో అధికారులు, నాయకులు, ప్రజా ప్రతినిధులు, గ్రామస్తులు తదితరులు పాల్గొని మాట్లాడారు. సమస్యలను పరిష్కరించేందుకు చర్యలు తీసుకోవాలని కోరారు. [448,921,676,989]
story-body: భద్రాచలం, మార్చి 5 : మండల కేంద్రంలోని ప్రజలు పాల్గొన్నారు. ఈ కార్యక్రమంలో అధికారులు, నాయకులు, ప్రజా ప్రతినిధులు, గ్రామస్తులు తదితరులు పాల్గొని మాట్లాడారు. సమస్యలను పరిష్కరించేందుకు చర్యలు తీసుకోవాలని కోరారు. [87,1623,434,1663]
story-body: భద్రాచలం, మార్చి 5 : మండల కేంద్రంలోని ప్రజలు పాల్గొన్నారు. ఈ కార్యక్రమంలో అధికారులు, నాయకులు, ప్రజా ప్రతినిధులు, గ్రామస్తులు తదితరులు పాల్గొని మాట్లాడారు. సమస్యలను పరిష్కరించేందుకు చర్యలు తీసుకోవాలని కోరారు. [448,848,676,916]
story-body: భద్రాచలం, మార్చి 5 : మండల కేంద్రంలోని ప్రజలు పాల్గొన్నారు. ఈ కార్యక్రమంలో అధికారులు, నాయకులు, ప్రజా ప్రతినిధులు, గ్రామస్తులు తదితరులు పాల్గొని మాట్లాడారు. సమస్యలను పరిష్కరించేందుకు చర్యలు తీసుకోవాలని కోరారు. [87,368,317,436]
column-3 [908,117,1185,2358]
news-photo [1327,181,1472,328]
news-photo [324,367,434,493]
story-body: భద్రాచలం, మార్చి 5 : మండల కేంద్రంలోని ప్రజలు పాల్గొన్నారు. ఈ కార్యక్రమంలో అధికారులు, నాయకులు, ప్రజా ప్రతినిధులు, గ్రామస్తులు తదితరులు పాల్గొని మాట్లాడారు. సమస్యలను పరిష్కరించేందుకు చర్యలు తీసుకోవాలని కోరారు. [1195,659,1321,768]
story-body: భద్రాచలం, మార్చి 5 : మండల కేంద్రంలోని ప్రజలు పాల్గొన్నారు. ఈ కార్యక్రమంలో అధికారులు, నాయకులు, ప్రజా ప్రతినిధులు, గ్రామస్తులు తదితరులు పాల్గొని మాట్లాడారు. సమస్యలను పరిష్కరించేందుకు చర్యలు తీసుకోవాలని కోరారు. [1338,1510,1472,1619]
story-body: భద్రాచలం, మార్చి 5 : మండల కేంద్రంలోని ప్రజలు పాల్గొన్నారు. ఈ కార్యక్రమంలో అధికారులు, నాయకులు, ప్రజా ప్రతినిధులు, గ్రామస్తులు తదితరులు పాల్గొని మాట్లాడారు. సమస్యలను పరిష్కరించేందుకు చర్యలు తీసుకోవాలని కోరారు. [908,363,1185,417]
story-body: భద్రాచలం, మార్చి 5 : మండల కేంద్రంలోని ప్రజలు పాల్గొన్నారు. ఈ కార్యక్రమంలో అధికారులు, నాయకులు, ప్రజా ప్రతినిధులు, గ్రామస్తులు తదితరులు పాల్గొని మాట్లాడారు. సమస్యలను పరిష్కరించేందుకు చర్యలు తీసుకోవాలని కోరారు. [1195,990,1330,1099]
story-body: భద్రాచలం, మార్చి 5 : మండల కేంద్రంలోని ప్రజలు పాల్గొన్నారు. ఈ కార్యక్రమంలో అధికారులు, నాయకులు, ప్రజా ప్రతినిధులు, గ్రామస్తులు తదితరులు పాల్గొని మాట్లాడారు. సమస్యలను పరిష్కరించేందుకు చర్యలు తీసుకోవాలని కోరారు. [87,442,317,510]
column-1 [87,117,434,2358]
main-headline: రాష్ట్రపతి భవన్‌లో గిరిజన ఉత్పత్తుల స్టాల్స్ [458,144,887,345]
photo-caption: విద్యార్థులను అభినందిస్తున్న కలెక్టర్ [1270,330,1398,342]
story-title: చదువుతోపాటు క్రీడల్లో రాణించాలి [946,685,1146,740]
photo-caption: పరీక్షా కేంద్రాన్ని తనిఖీ చేస్తున్న ఎస్పీ [1336,772,1463,784]
story-body: భద్రాచలం, మార్చి 5 : మండల కేంద్రంలోని ప్రజలు పాల్గొన్నారు. ఈ కార్యక్రమంలో అధికారులు, నాయకులు, ప్రజా ప్రతినిధులు, గ్రామస్తులు తదితరులు పాల్గొని మాట్లాడారు. సమస్యలను పరిష్కరించేందుకు చర్యలు తీసుకోవాలని కోరారు. [1195,388,1472,442]
story-body: భద్రాచలం, మార్చి 5 : మండల కేంద్రంలోని ప్రజలు పాల్గొన్నారు. ఈ కార్యక్రమంలో అధికారులు, నాయకులు, ప్రజా ప్రతినిధులు, గ్రామస్తులు తదితరులు పాల్గొని మాట్లాడారు. సమస్యలను పరిష్కరించేందుకు చర్యలు తీసుకోవాలని కోరారు. [1195,1105,1330,1214]
story-title: విద్యార్థులకు అవగాహన [699,1419,874,1441]
story-body: భద్రాచలం, మార్చి 5 : మండల కేంద్రంలోని ప్రజలు పాల్గొన్నారు. ఈ కార్యక్రమంలో అధికారులు, నాయకులు, ప్రజా ప్రతినిధులు, గ్రామస్తులు తదితరులు పాల్గొని మాట్లాడారు. సమస్యలను పరిష్కరించేందుకు చర్యలు తీసుకోవాలని కోరారు. [676,1891,897,1959]
story-body: భద్రాచలం, మార్చి 5 : మండల కేంద్రంలోని ప్రజలు పాల్గొన్నారు. ఈ కార్యక్రమంలో అధికారులు, నాయకులు, ప్రజా ప్రతినిధులు, గ్రామస్తులు తదితరులు పాల్గొని మాట్లాడారు. సమస్యలను పరిష్కరించేందుకు చర్యలు తీసుకోవాలని కోరారు. [908,619,1185,673]
story-title: నాణ్యమైన భోజనం అందించాలి [717,1047,857,1091]
